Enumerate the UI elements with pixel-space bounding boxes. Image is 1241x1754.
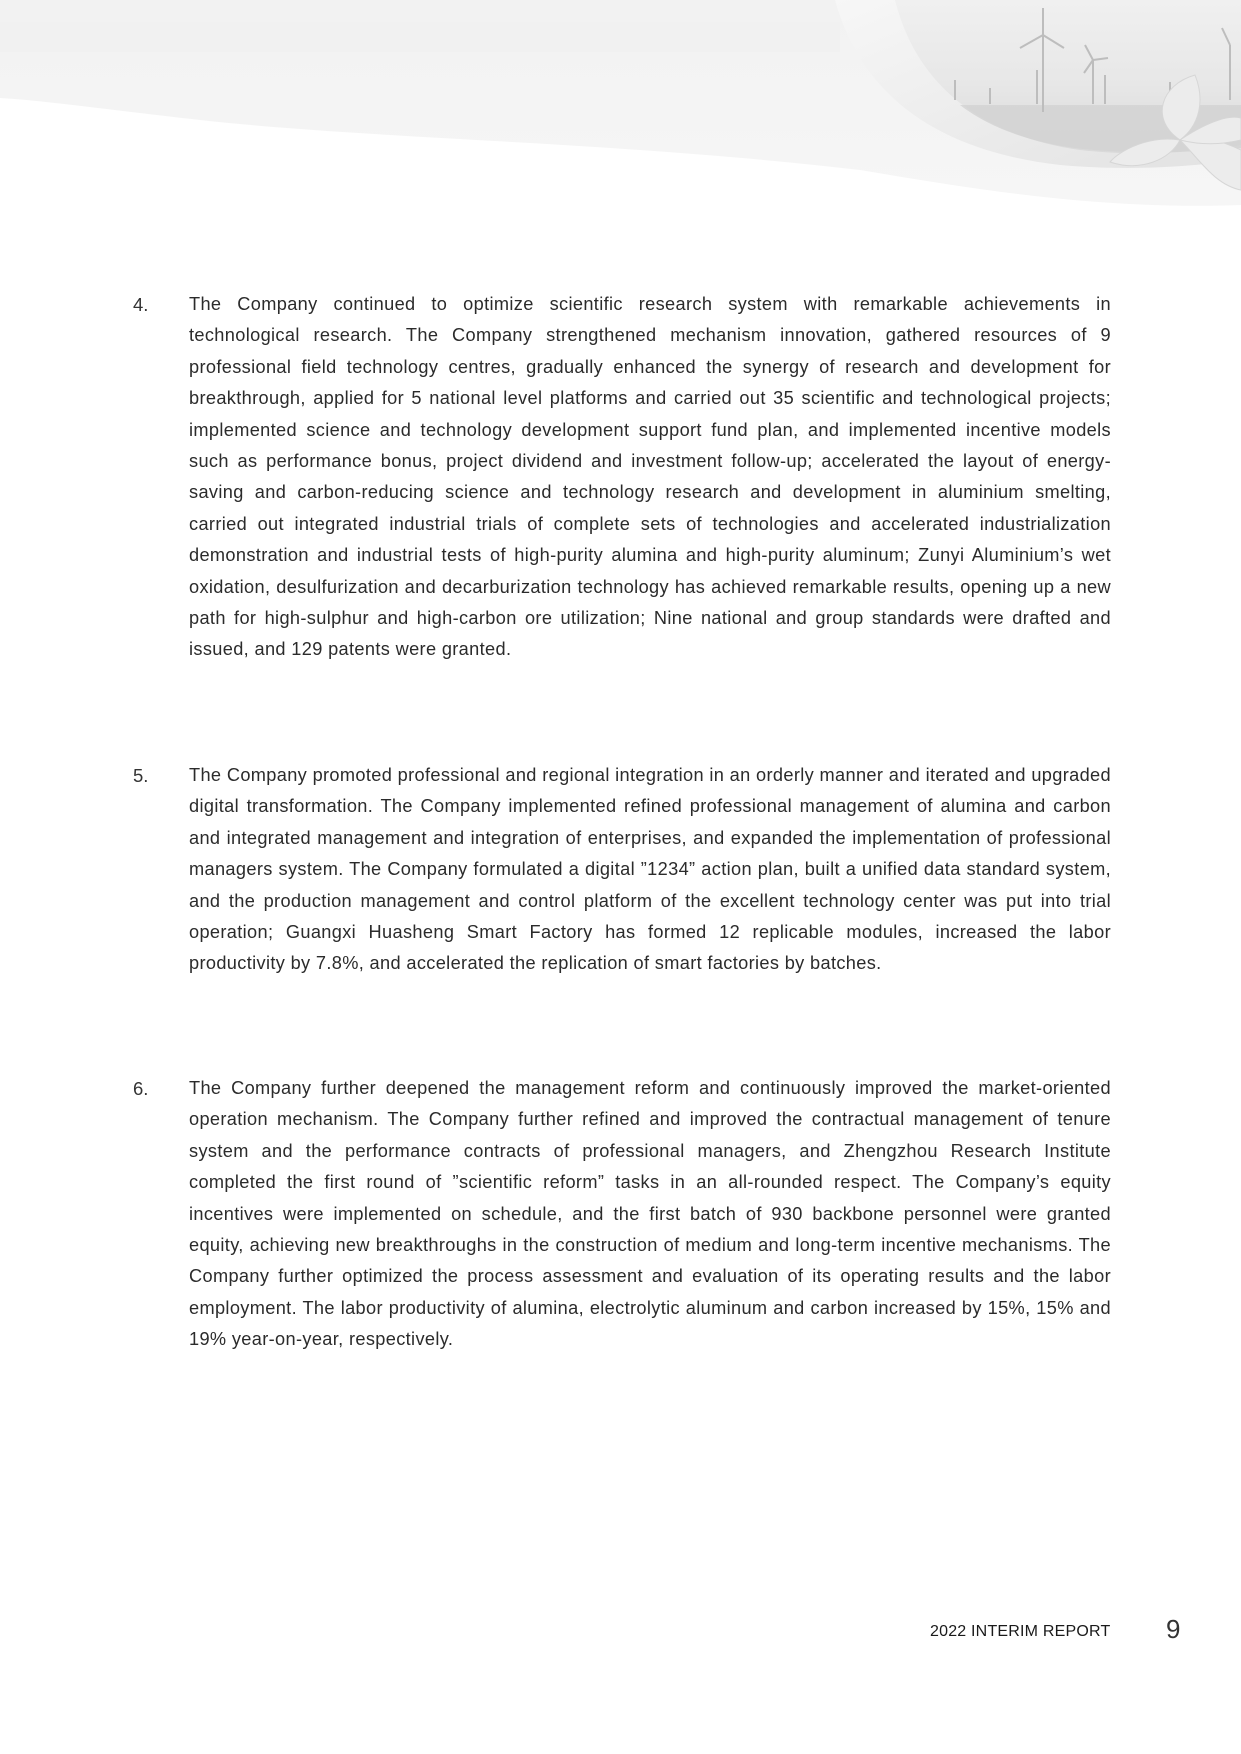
item-paragraph: The Company further deepened the management reform and continuously improved the market-oriented operation mechanism. The Company further refined and improved the contractual management of tenure system and the performance contracts of professional managers, and Zhengzhou Research Institute completed the first round of ”scientific reform” tasks in an all-rounded respect. The Company’s equity incentives were implemented on schedule, and the first batch of 930 backbone personnel were granted equity, achieving new breakthroughs in the construction of medium and long-term incentive mechanisms. The Company further optimized the process assessment and evaluation of its operating results and the labor employment. The labor productivity of alumina, electrolytic aluminum and carbon increased by 15%, 15% and 19% year-on-year, respectively. [189, 1078, 1111, 1350]
faint-strip [0, 22, 840, 52]
header-banner-graphic [0, 0, 1241, 230]
item-paragraph: The Company continued to optimize scientific research system with remarkable achievements in technological research. The Company strengthened mechanism innovation, gathered resources of 9 professional field technology centres, gradually enhanced the synergy of research and development for breakthrough, applied for 5 national level platforms and carried out 35 scientific and technological projects; implemented science and technology development support fund plan, and implemented incentive models such as performance bonus, project dividend and investment follow-up; accelerated the layout of energy-saving and carbon-reducing science and technology research and development in aluminium smelting, carried out integrated industrial trials of complete sets of technologies and accelerated industrialization demonstration and industrial tests of high-purity alumina and high-purity aluminum; Zunyi Aluminium’s wet oxidation, desulfurization and decarburization technology has achieved remarkable results, opening up a new path for high-sulphur and high-carbon ore utilization; Nine national and group standards were drafted and issued, and 129 patents were granted. [189, 294, 1111, 660]
item-number: 5. [133, 765, 149, 786]
header-banner [0, 0, 1241, 230]
footer-report-title: 2022 INTERIM REPORT [930, 1623, 1111, 1640]
item-number: 4. [133, 294, 149, 315]
item-paragraph: The Company promoted professional and regional integration in an orderly manner and iterated and upgraded digital transformation. The Company implemented refined professional management of alumina and carbon and integrated management and integration of enterprises, and expanded the implementation of professional managers system. The Company formulated a digital ”1234” action plan, built a unified data standard system, and the production management and control platform of the excellent technology center was put into trial operation; Guangxi Huasheng Smart Factory has formed 12 replicable modules, increased the labor productivity by 7.8%, and accelerated the replication of smart factories by batches. [189, 765, 1111, 974]
page-number: 9 [1166, 1614, 1181, 1644]
item-number: 6. [133, 1078, 149, 1099]
